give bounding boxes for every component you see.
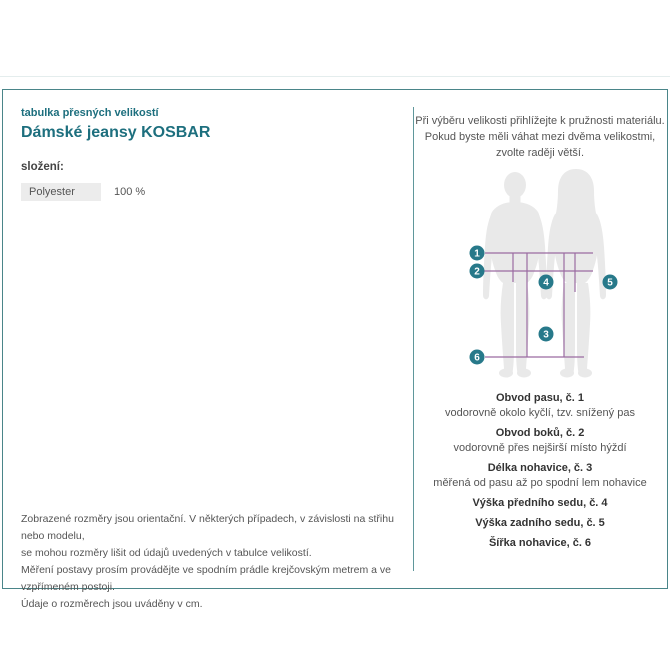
marker-6-number: 6 <box>474 352 480 364</box>
measurement-item <box>413 391 667 421</box>
measurement-description: měřená od pasu až po spodní lem nohavice <box>433 477 647 489</box>
measurement-label: Výška zadního sedu, č. 5 <box>475 517 605 529</box>
front-silhouette <box>483 172 547 378</box>
notes-block <box>21 511 411 613</box>
intro-line: Při výběru velikosti přihlížejte k pružnosti materiálu. <box>415 115 665 127</box>
marker-2 <box>470 264 485 279</box>
measurement-label: Délka nohavice, č. 3 <box>487 462 593 474</box>
marker-4 <box>539 275 554 290</box>
page-title: Dámské jeansy KOSBAR <box>21 124 211 141</box>
measurement-item <box>413 516 667 531</box>
marker-4-number: 4 <box>543 277 549 289</box>
note-line: Měření postavy prosím provádějte ve spodním prádle krejčovským metrem a ve vzpřímeném postoji. <box>21 564 391 593</box>
note-line: Zobrazené rozměry jsou orientační. V některých případech, v závislosti na střihu nebo modelu, <box>21 513 394 542</box>
note-line: se mohou rozměry lišit od údajů uvedených v tabulce velikostí. <box>21 547 312 559</box>
measurement-definitions <box>413 391 667 556</box>
size-chart-panel <box>2 89 668 610</box>
marker-1-number: 1 <box>474 248 480 260</box>
measurement-description: vodorovně přes nejširší místo hýždí <box>453 442 627 454</box>
measurement-item <box>413 461 667 491</box>
intro-line: zvolte raději větší. <box>495 147 585 159</box>
measurement-description: vodorovně okolo kyčlí, tzv. snížený pas <box>445 407 635 419</box>
marker-2-number: 2 <box>474 266 480 278</box>
measurement-label: Šířka nohavice, č. 6 <box>488 537 592 549</box>
marker-5-number: 5 <box>607 277 613 289</box>
composition-label: složení: <box>21 161 64 173</box>
marker-6 <box>470 350 485 365</box>
sizing-intro-text <box>413 113 667 161</box>
body-silhouettes-figure <box>441 160 661 390</box>
marker-3-number: 3 <box>543 329 549 341</box>
pretitle: tabulka přesných velikostí <box>21 107 159 119</box>
marker-1 <box>470 246 485 261</box>
measurement-item <box>413 496 667 511</box>
material-name: Polyester <box>21 183 101 201</box>
measurement-item <box>413 426 667 456</box>
intro-line: Pokud byste měli váhat mezi dvěma velikostmi, <box>424 131 656 143</box>
back-silhouette <box>546 169 606 378</box>
measurement-label: Výška předního sedu, č. 4 <box>472 497 608 509</box>
measurement-diagram <box>441 160 661 390</box>
composition-row <box>21 183 145 201</box>
measurement-item <box>413 536 667 551</box>
marker-5 <box>603 275 618 290</box>
measurement-label: Obvod pasu, č. 1 <box>495 392 585 404</box>
note-line: Údaje o rozměrech jsou uváděny v cm. <box>21 598 203 610</box>
material-percent: 100 % <box>114 186 146 198</box>
page-top-divider <box>0 76 670 77</box>
marker-3 <box>539 327 554 342</box>
measurement-label: Obvod boků, č. 2 <box>495 427 585 439</box>
